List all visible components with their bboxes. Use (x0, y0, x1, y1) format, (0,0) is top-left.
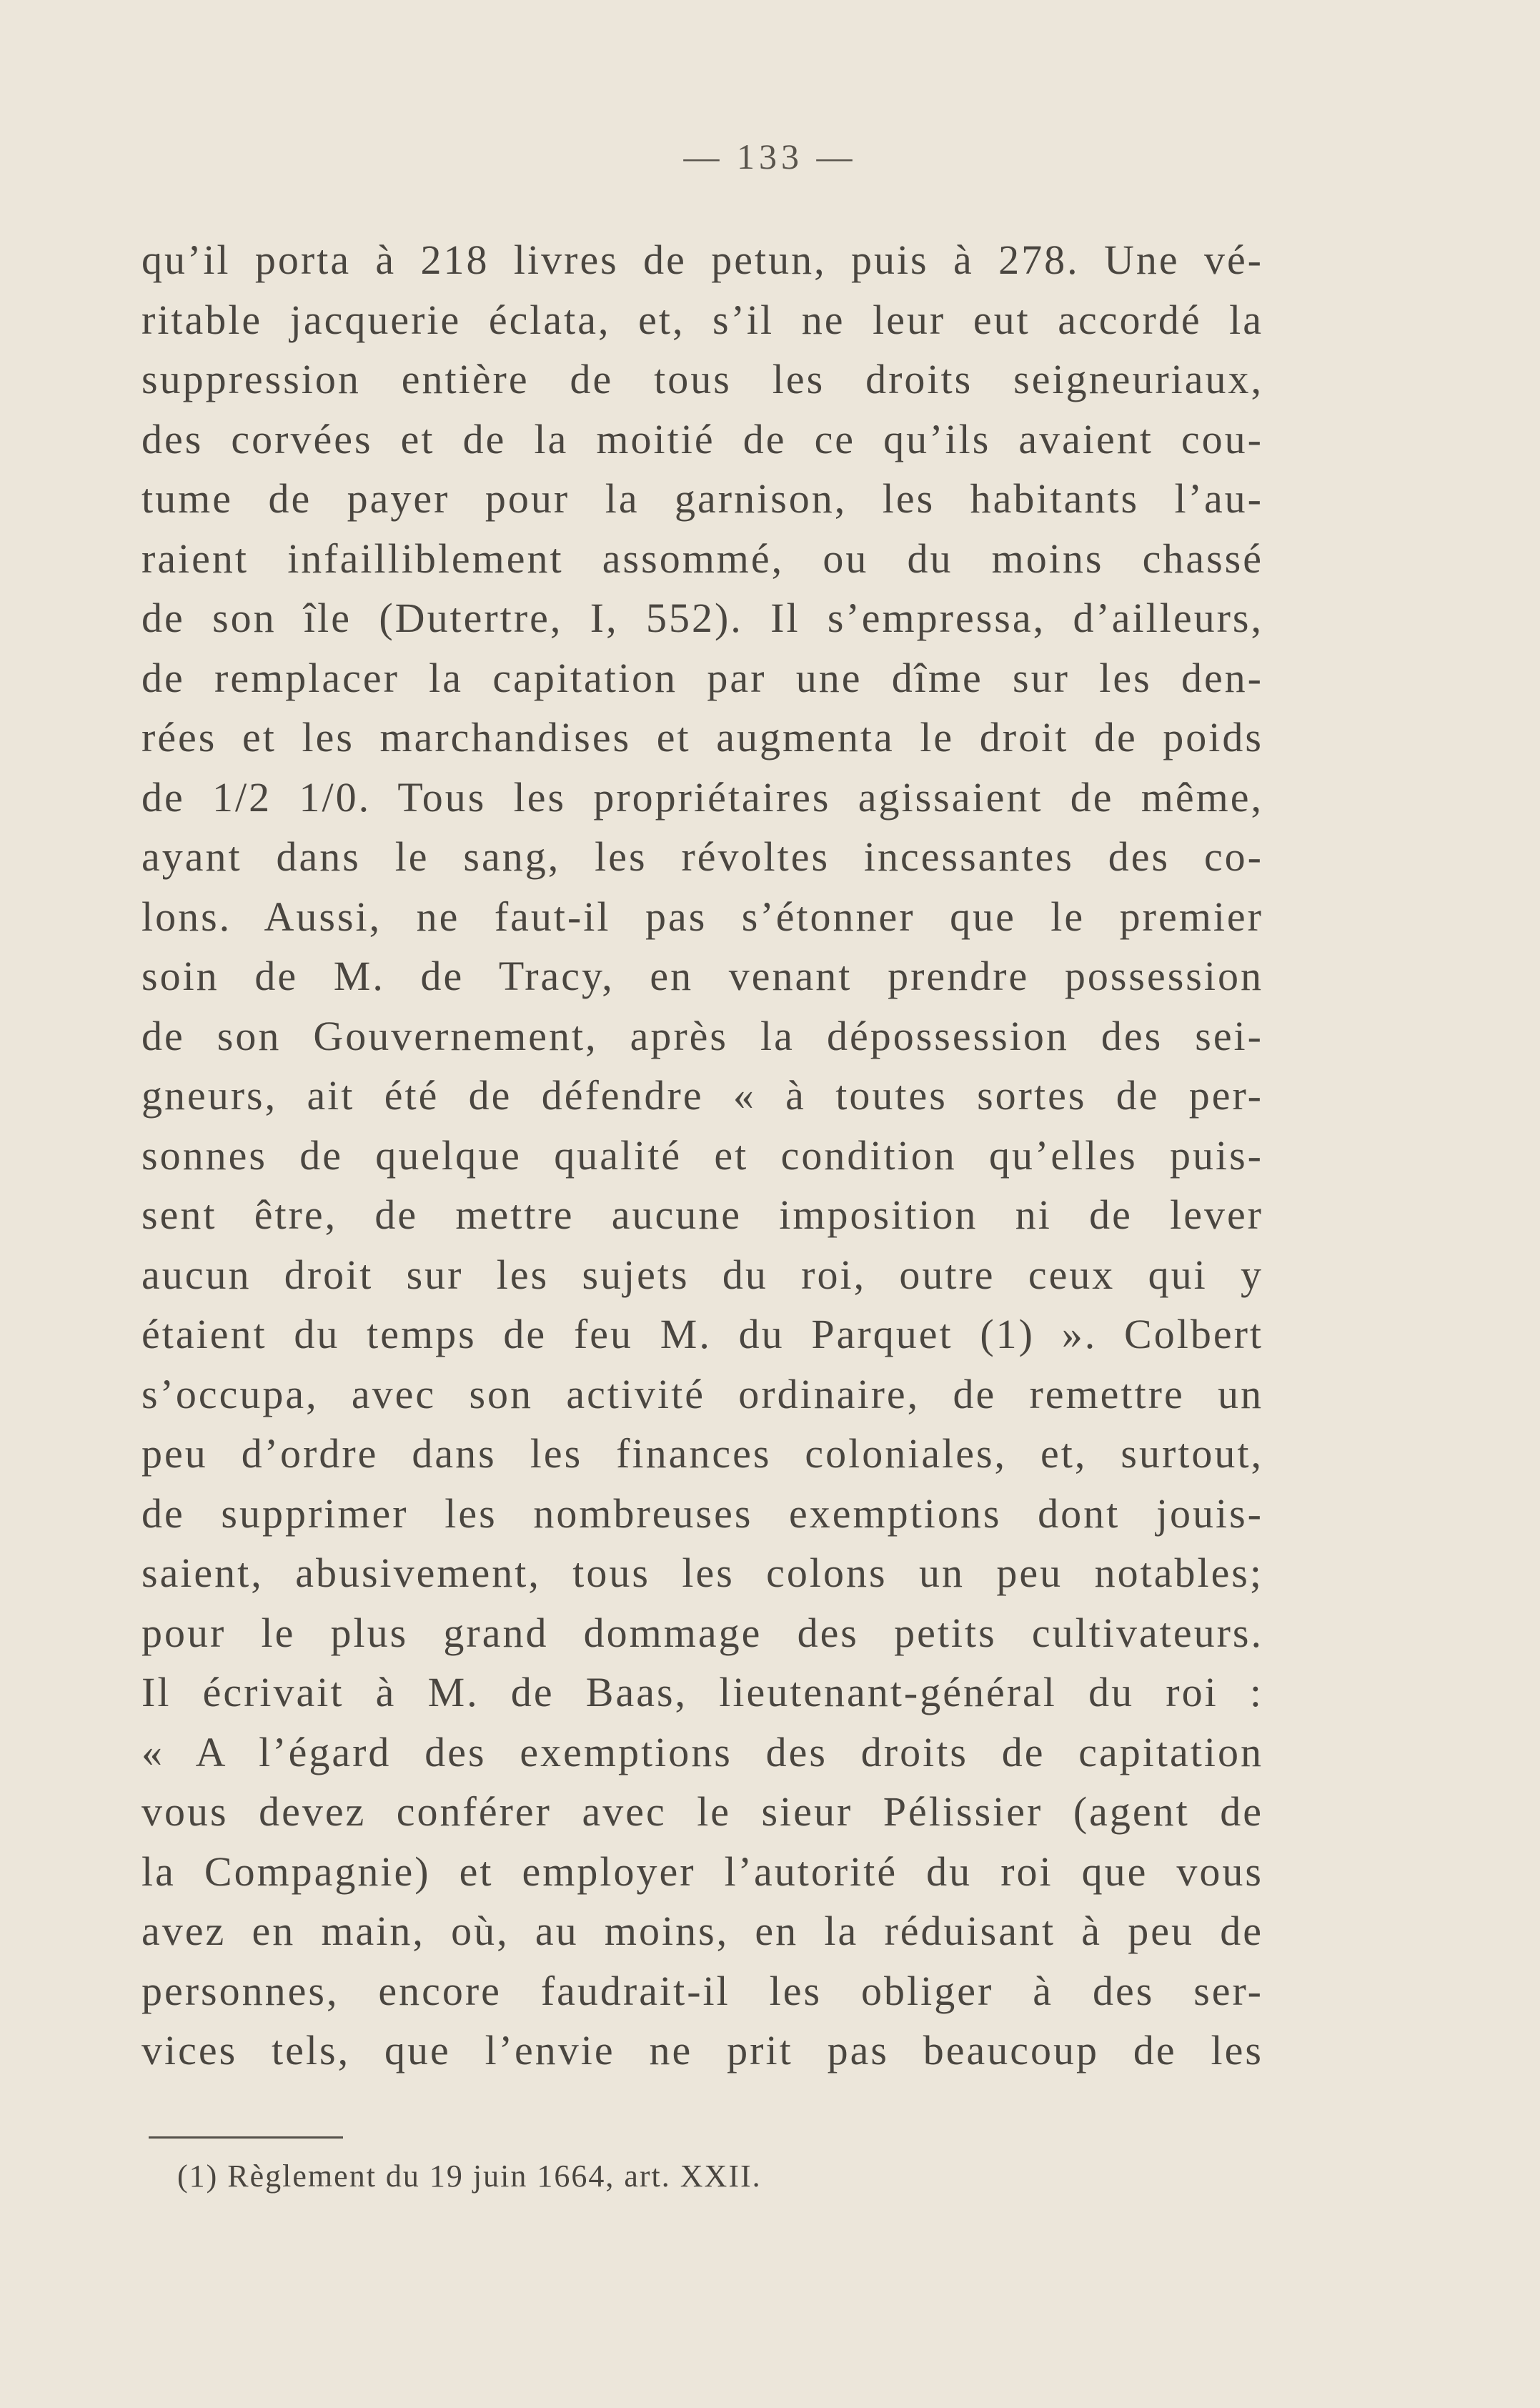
text-line: avez en main, où, au moins, en la réduisant à peu de (141, 1908, 1263, 1954)
text-line: suppression entière de tous les droits seigneuriaux, (141, 356, 1263, 402)
footnote: (1) Règlement du 19 juin 1664, art. XXII. (177, 2159, 762, 2194)
text-line: de son Gouvernement, après la dépossession des sei- (141, 1012, 1263, 1059)
text-line: étaient du temps de feu M. du Parquet (1) ». Colbert (141, 1311, 1263, 1357)
text-line: de supprimer les nombreuses exemptions dont jouis- (141, 1490, 1263, 1537)
text-line: s’occupa, avec son activité ordinaire, de remettre un (141, 1370, 1263, 1417)
text-line: pour le plus grand dommage des petits cultivateurs. (141, 1609, 1263, 1656)
text-line: ritable jacquerie éclata, et, s’il ne leur eut accordé la (141, 296, 1263, 343)
text-line: saient, abusivement, tous les colons un peu notables; (141, 1550, 1263, 1596)
text-line: vous devez conférer avec le sieur Pélissier (agent de (141, 1788, 1263, 1835)
text-line: « A l’égard des exemptions des droits de capitation (141, 1728, 1263, 1775)
text-line: sent être, de mettre aucune imposition ni de lever (141, 1191, 1263, 1238)
text-line: la Compagnie) et employer l’autorité du roi que vous (141, 1848, 1263, 1895)
body-text (141, 230, 1263, 2081)
text-line: de son île (Dutertre, I, 552). Il s’empressa, d’ailleurs, (141, 595, 1263, 641)
text-line: sonnes de quelque qualité et condition qu’elles puis- (141, 1131, 1263, 1179)
text-line: rées et les marchandises et augmenta le droit de poids (141, 714, 1263, 760)
text-line: vices tels, que l’envie ne prit pas beaucoup de les (141, 2027, 1263, 2073)
text-line: de 1/2 1/0. Tous les propriétaires agissaient de même, (141, 773, 1263, 821)
text-line: ayant dans le sang, les révoltes incessantes des co- (141, 833, 1263, 880)
page-number: — 133 — (683, 137, 857, 177)
text-line: des corvées et de la moitié de ce qu’ils avaient cou- (141, 415, 1263, 462)
text-line: qu’il porta à 218 livres de petun, puis à 278. Une vé- (141, 237, 1263, 283)
text-line: aucun droit sur les sujets du roi, outre ceux qui y (141, 1251, 1263, 1298)
text-line: tume de payer pour la garnison, les habitants l’au- (141, 475, 1263, 522)
text-line: personnes, encore faudrait-il les obliger à des ser- (141, 1967, 1263, 2014)
text-line: gneurs, ait été de défendre « à toutes sortes de per- (141, 1072, 1263, 1119)
text-line: raient infailliblement assommé, ou du moins chassé (141, 535, 1263, 582)
text-line: soin de M. de Tracy, en venant prendre possession (141, 953, 1263, 999)
text-line: peu d’ordre dans les finances coloniales, et, surtout, (141, 1430, 1263, 1477)
text-line: lons. Aussi, ne faut-il pas s’étonner que le premier (141, 893, 1263, 940)
text-line: de remplacer la capitation par une dîme sur les den- (141, 654, 1263, 701)
text-line: Il écrivait à M. de Baas, lieutenant-général du roi : (141, 1669, 1263, 1715)
footnote-divider (149, 2136, 343, 2139)
